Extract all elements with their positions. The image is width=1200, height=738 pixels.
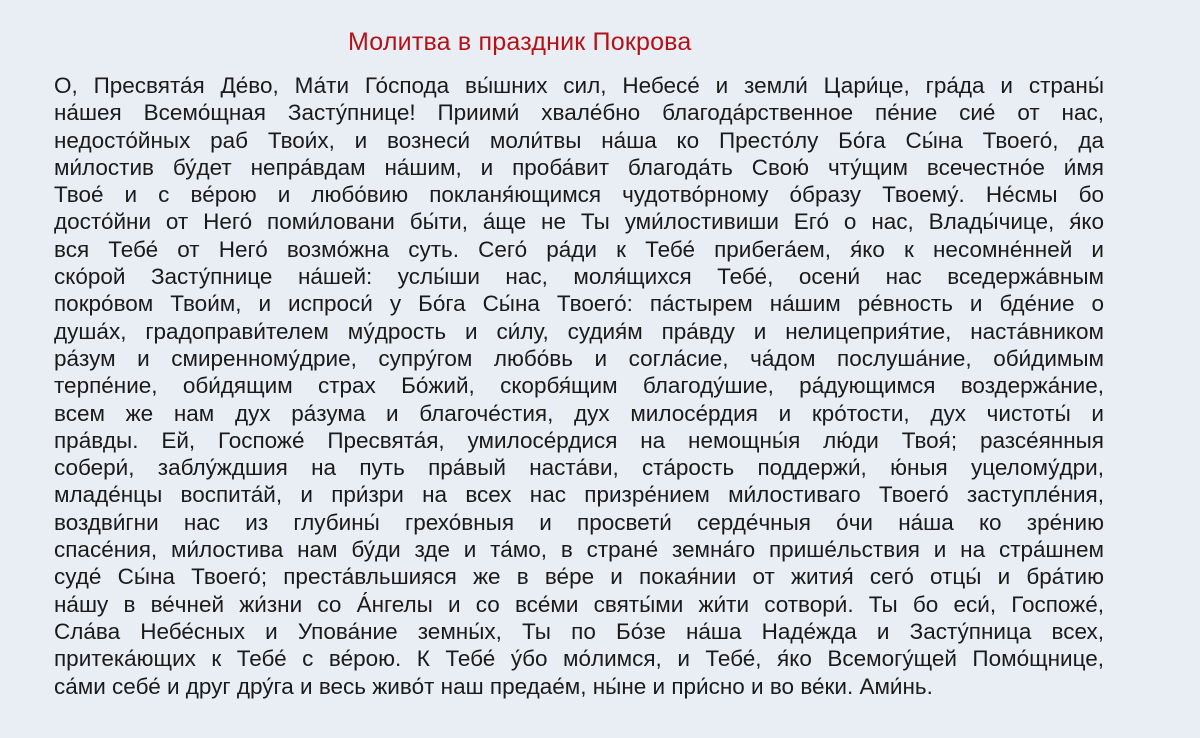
prayer-line: вся Тебе́ от Него́ возмо́жна суть. Сего́ ра́ди к Тебе́ прибега́ем, я́ко к несомне́нней и (54, 236, 1104, 262)
prayer-line: спасе́ния, ми́лостива нам бу́ди зде и та́мо, в стране́ земна́го прише́льствия и на стра́шнем (54, 537, 1104, 563)
prayer-line: всем же нам дух ра́зума и благоче́стия, дух милосе́рдия и кро́тости, дух чистоты́ и (54, 400, 1104, 426)
prayer-line: на́шу в ве́чней жи́зни со А́нгелы и со все́ми святы́ми жи́ти сотвори́. Ты бо еси́, Госпоже́, (54, 591, 1104, 617)
prayer-line: душа́х, градоправи́телем му́дрость и си́лу, судия́м пра́вду и нелицеприя́тие, наста́вником (54, 318, 1104, 344)
prayer-line: О, Пресвята́я Де́во, Ма́ти Го́спода вы́шних сил, Небесе́ и земли́ Цари́це, гра́да и страны́ (54, 73, 1104, 98)
prayer-line: Сла́ва Небе́сных и Упова́ние земны́х, Ты по Бо́зе на́ша Наде́жда и Засту́пница всех, (54, 618, 1104, 644)
prayer-line: воздви́гни нас из глубины́ грехо́вныя и просвети́ серде́чныя о́чи на́ша ко зре́нию (54, 509, 1104, 535)
prayer-line: терпе́ние, оби́дящим страх Бо́жий, скорбя́щим благоду́шие, ра́дующимся воздержа́ние, (54, 373, 1104, 399)
prayer-line: суде́ Сы́на Твоего́; преста́вльшияся же в ве́ре и покая́нии от жития́ сего́ отцы́ и бра́тию (54, 564, 1104, 590)
prayer-line: притека́ющих к Тебе́ с ве́рою. К Тебе́ у́бо мо́лимся, и Тебе́, я́ко Всемогу́щей Помо́щнице, (54, 646, 1104, 672)
prayer-line: младе́нцы воспита́й, и при́зри на всех нас призре́нием ми́лостиваго Твоего́ заступле́ния, (54, 482, 1104, 508)
prayer-line: пра́вды. Ей, Госпоже́ Пресвята́я, умилосе́рдися на немощны́я лю́ди Твоя́; разсе́янныя (54, 427, 1104, 453)
page-title: Молитва в праздник Покрова (348, 28, 692, 56)
prayer-line: на́шея Всемо́щная Засту́пнице! Приими́ хвале́бно благода́рственное пе́ние сие́ от нас, (54, 100, 1104, 126)
prayer-line: досто́йни от Него́ поми́ловани бы́ти, а́ще не Ты уми́лостивиши Его́ о нас, Влады́чице, я́ко (54, 209, 1104, 235)
prayer-line: ско́рой Засту́пнице на́шей: услы́ши нас, моля́щихся Тебе́, осени́ нас вседержа́вным (54, 264, 1104, 290)
prayer-line: недосто́йных раб Твои́х, и вознеси́ моли́твы на́ша ко Престо́лу Бо́га Сы́на Твоего́, да (54, 127, 1104, 153)
prayer-line: покро́вом Твои́м, и испроси́ у Бо́га Сы́на Твоего́: па́стырем на́шим ре́вность и бде́ние о (54, 291, 1104, 317)
prayer-text (54, 72, 1104, 700)
prayer-line: собери́, заблу́ждшия на путь пра́вый наста́ви, ста́рость поддержи́, ю́ныя уцелому́дри, (54, 455, 1104, 481)
prayer-line: ра́зум и смиренному́дрие, супру́гом любо́вь и согла́сие, ча́дом послуша́ние, оби́димым (54, 345, 1104, 371)
prayer-line: ми́лостив бу́дет непра́вдам на́шим, и проба́вит благода́ть Свою́ чту́щим всечестно́е и́мя (54, 154, 1104, 180)
prayer-line: Твое́ и с ве́рою и любо́вию покланя́ющимся чудотво́рному о́бразу Твоему́. Не́смы бо (54, 182, 1104, 208)
prayer-line: са́ми себе́ и друг дру́га и весь живо́т наш предае́м, ны́не и при́сно и во ве́ки. Ами́нь. (54, 673, 933, 699)
